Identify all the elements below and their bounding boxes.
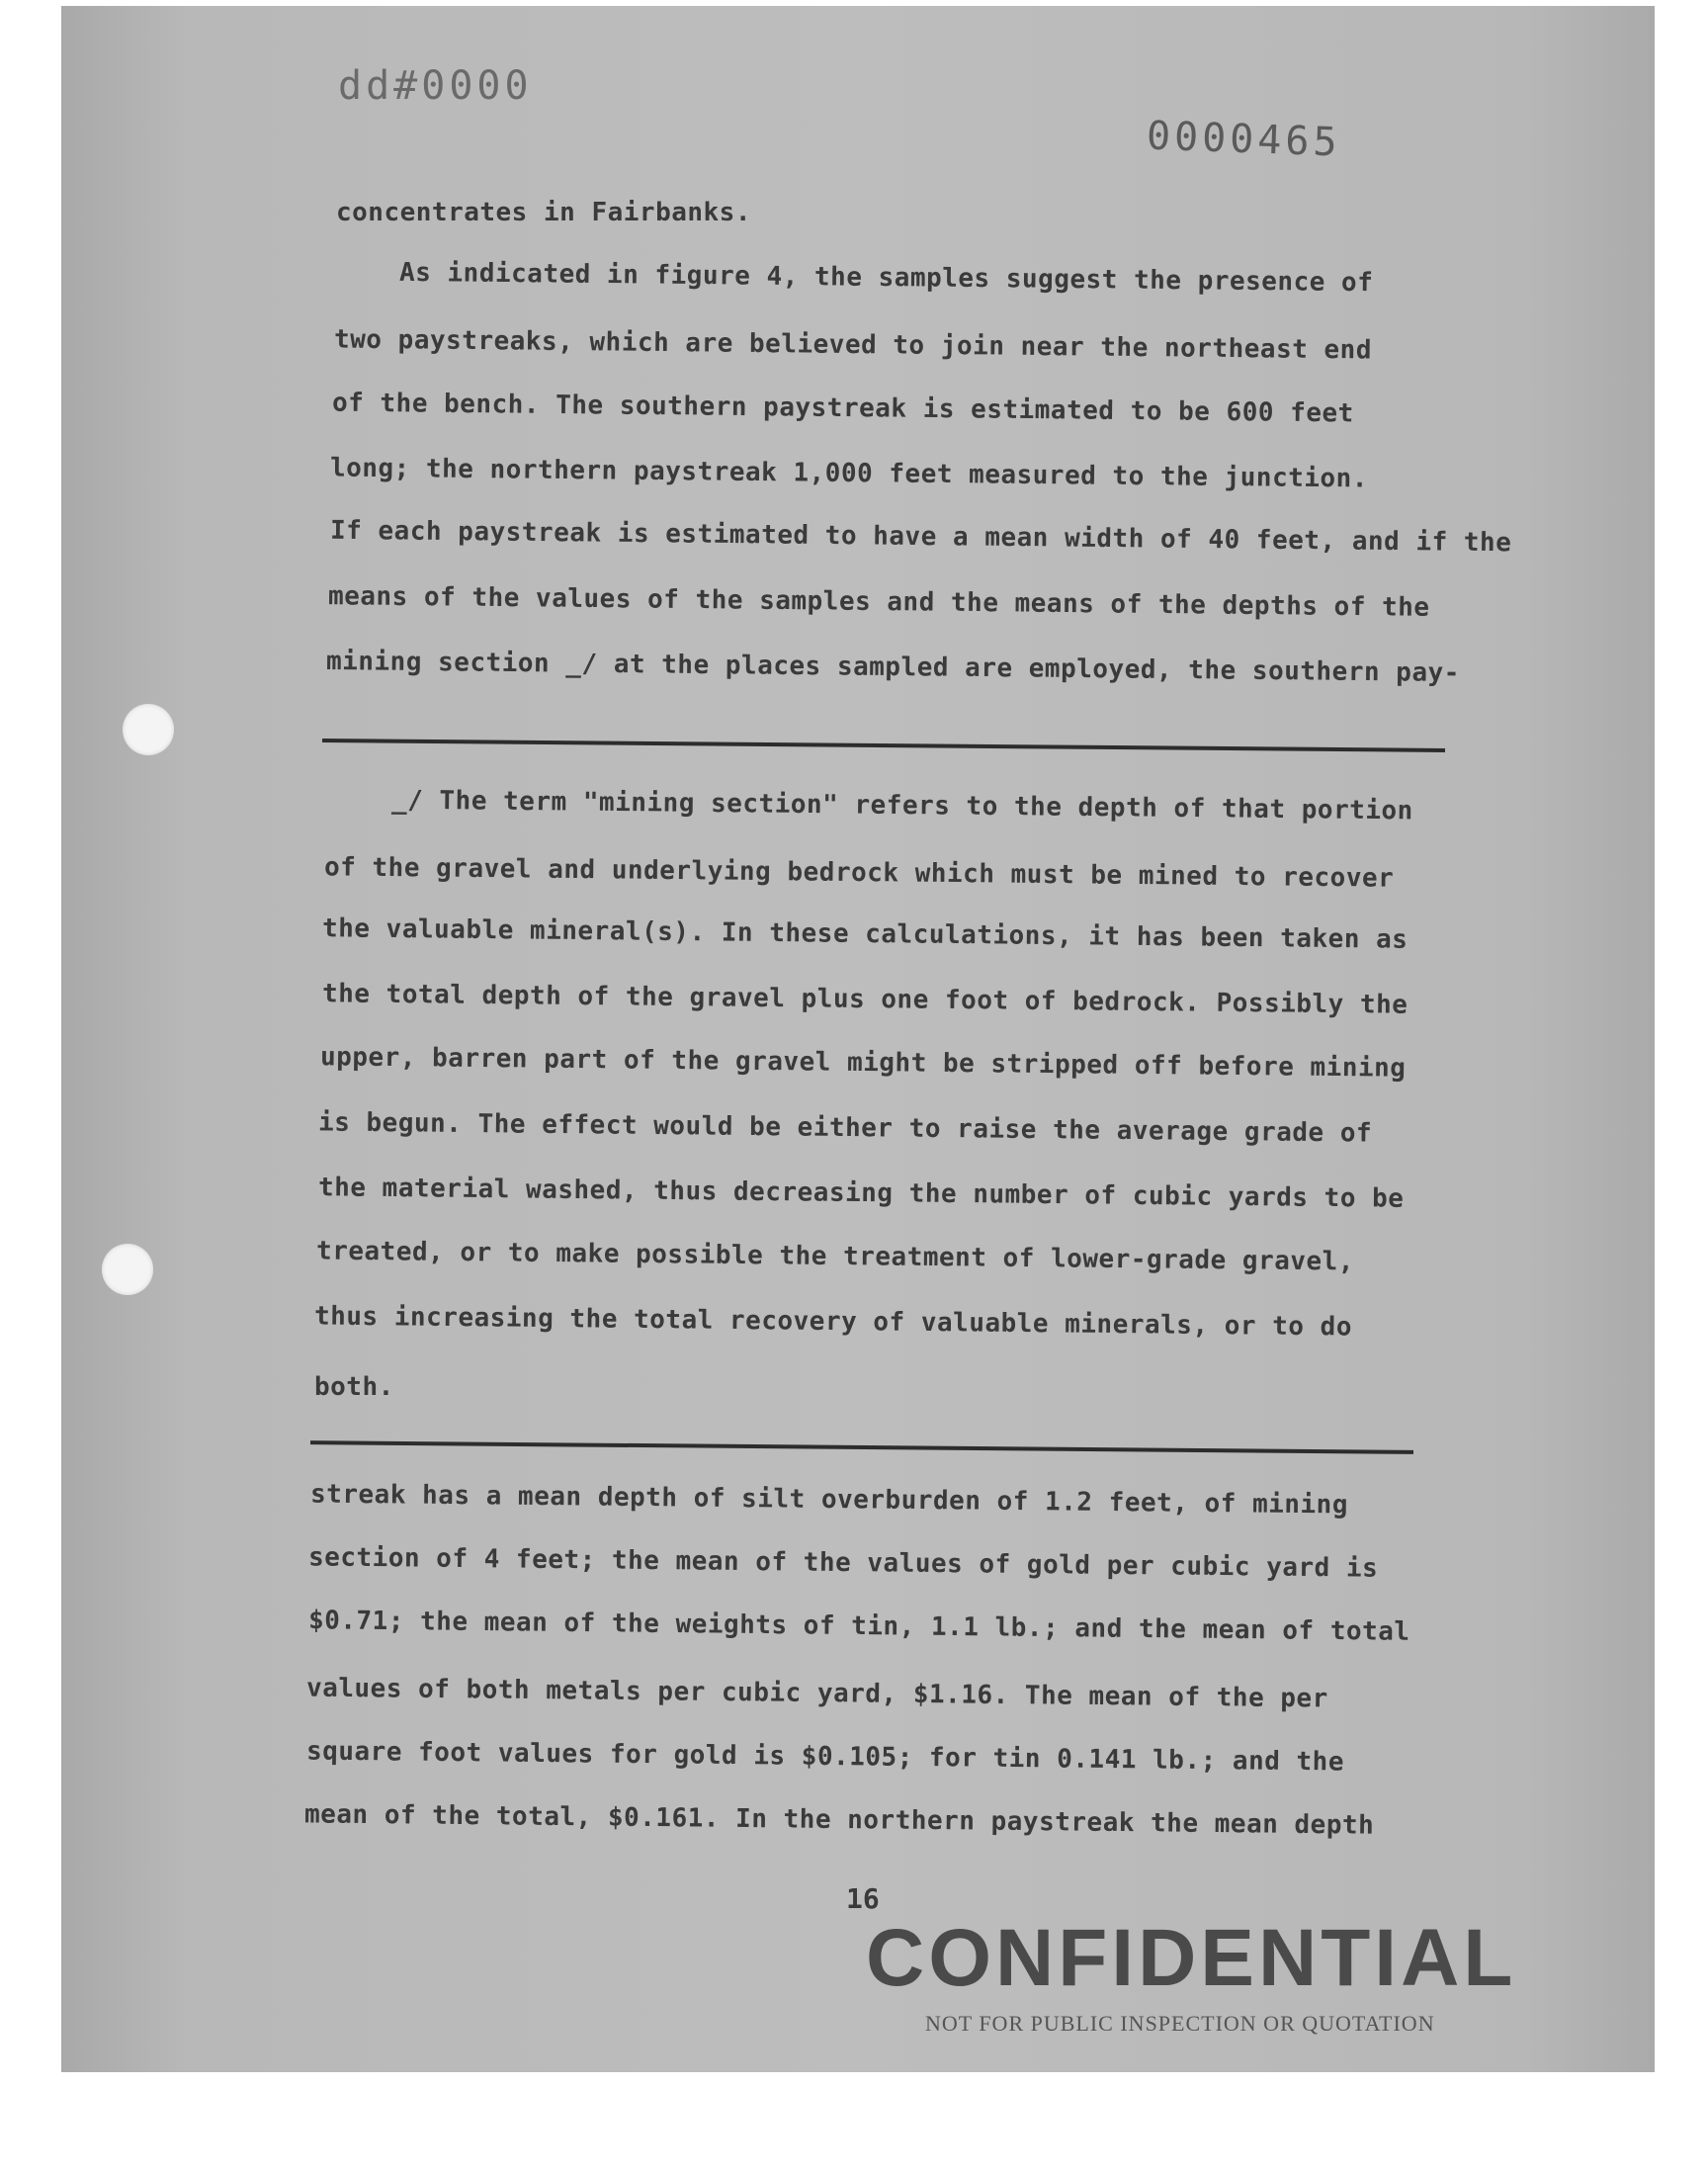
confidential-stamp: CONFIDENTIAL	[866, 1913, 1517, 2003]
body-line: of the bench. The southern paystreak is estimated to be 600 feet	[331, 388, 1354, 429]
body-line: mean of the total, $0.161. In the northern paystreak the mean depth	[303, 1799, 1375, 1841]
footnote-line: both.	[314, 1372, 394, 1402]
body-line: If each paystreak is estimated to have a mean width of 40 feet, and if the	[329, 515, 1512, 559]
footnote-line: the valuable mineral(s). In these calculations, it has been taken as	[321, 914, 1409, 955]
punch-hole-lower	[102, 1244, 153, 1295]
footnote-line: of the gravel and underlying bedrock which must be mined to recover	[323, 852, 1395, 894]
footnote-line: thus increasing the total recovery of valuable minerals, or to do	[313, 1301, 1353, 1343]
body-line: As indicated in figure 4, the samples suggest the presence of	[398, 257, 1374, 299]
body-line: two paystreaks, which are believed to join near the northeast end	[333, 324, 1373, 366]
body-line: concentrates in Fairbanks.	[336, 198, 751, 227]
body-line: means of the values of the samples and the means of the depths of the	[327, 581, 1430, 623]
footnote-line: the material washed, thus decreasing the number of cubic yards to be	[317, 1173, 1405, 1214]
confidential-stamp-subtitle: NOT FOR PUBLIC INSPECTION OR QUOTATION	[925, 2011, 1435, 2036]
body-line: $0.71; the mean of the weights of tin, 1.1 lb.; and the mean of total	[307, 1606, 1410, 1647]
footnote-line: upper, barren part of the gravel might be stripped off before mining	[319, 1042, 1407, 1084]
body-line: square foot values for gold is $0.105; for tin 0.141 lb.; and the	[305, 1736, 1345, 1778]
footnote-line: _/ The term "mining section" refers to the depth of that portion	[390, 785, 1413, 826]
top-left-stamp-number: dd#0000	[338, 63, 533, 109]
top-right-stamp-number: 0000465	[1146, 113, 1342, 166]
body-line: mining section _/ at the places sampled are employed, the southern pay-	[325, 646, 1461, 689]
footnote-line: treated, or to make possible the treatment of lower-grade gravel,	[315, 1236, 1355, 1277]
body-line: section of 4 feet; the mean of the values of gold per cubic yard is	[307, 1542, 1379, 1584]
page-number: 16	[846, 1882, 880, 1915]
body-line: streak has a mean depth of silt overburden of 1.2 feet, of mining	[309, 1479, 1349, 1521]
body-line: values of both metals per cubic yard, $1.16. The mean of the per	[305, 1673, 1328, 1714]
punch-hole-upper	[123, 704, 174, 755]
footnote-line: the total depth of the gravel plus one foot of bedrock. Possibly the	[321, 979, 1409, 1020]
footnote-line: is begun. The effect would be either to raise the average grade of	[317, 1107, 1373, 1149]
body-line: long; the northern paystreak 1,000 feet measured to the junction.	[329, 453, 1369, 494]
